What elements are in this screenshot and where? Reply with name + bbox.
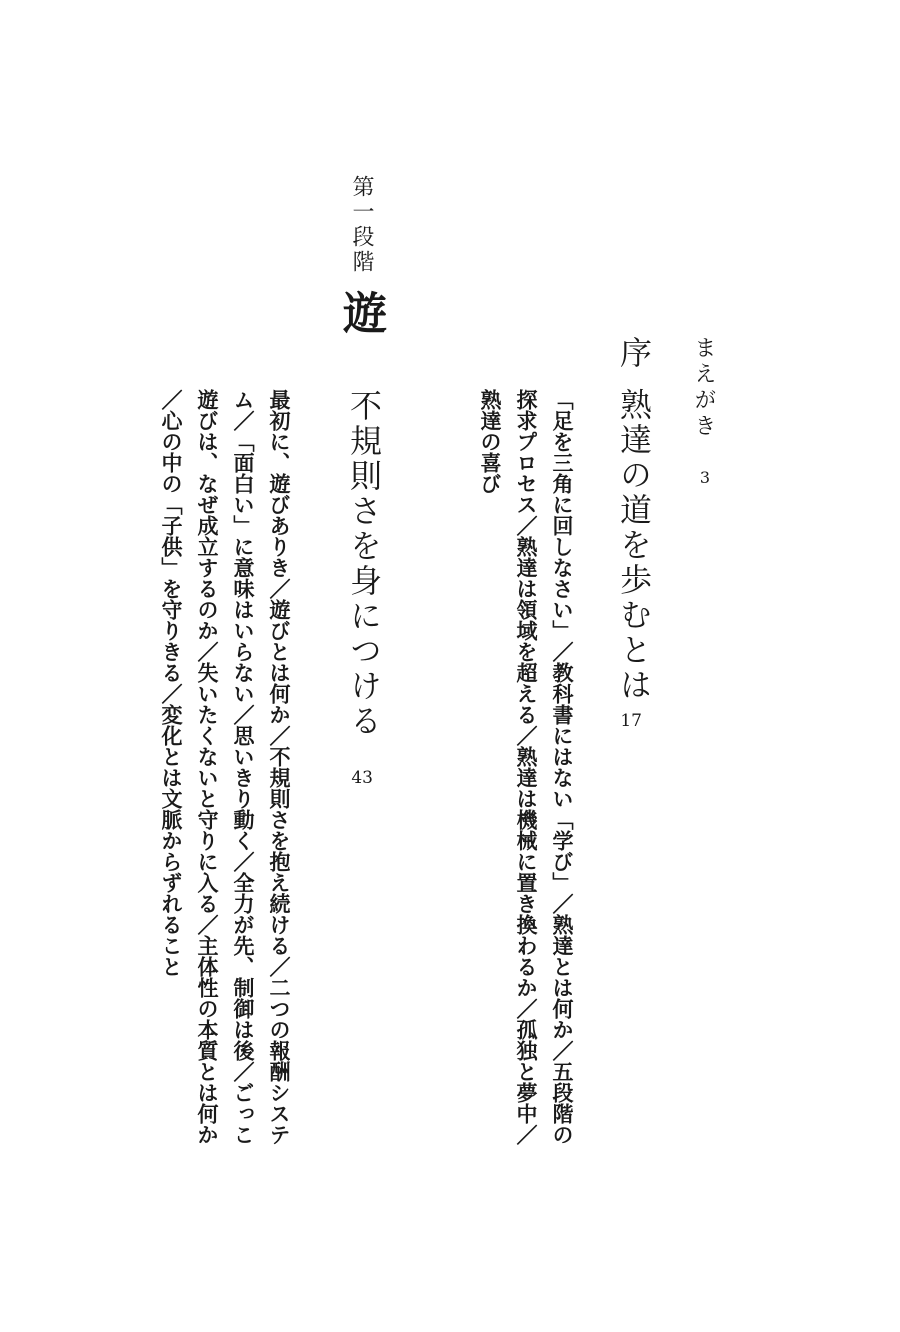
stage-one-title[interactable]: 不規則さを身につける (345, 389, 383, 739)
introduction-section-list: 「足を三角に回しなさい」／教科書にはない「学び」／熟達とは何か／五段階の探求プロセス／熟達は領域を超える／熟達は機械に置き換わるか／孤独と夢中／熟達の喜び (478, 389, 574, 1145)
stage-one-section-list: 最初に、遊びありき／遊びとは何か／不規則さを抱え続ける／二つの報酬システム／「面白い」に意味はいらない／思いきり動く／全力が先、制御は後／ごっこ遊びは、なぜ成立するのか／失いたくないと守りに入る／主体性の本質とは何か／心の中の「子供」を守りきる／変化とは文脈からずれること (159, 389, 291, 1145)
introduction-prefix: 序 (615, 336, 653, 368)
preface-title[interactable]: まえがき (691, 336, 716, 440)
introduction-page-number: 17 (620, 711, 642, 731)
introduction-title[interactable]: 熟達の道を歩むとは (615, 388, 653, 703)
stage-one-label: 第一段階 (349, 175, 374, 275)
preface-page-number: 3 (699, 468, 710, 487)
stage-one-kanji: 遊 (335, 290, 386, 334)
stage-one-page-number: 43 (351, 768, 373, 788)
